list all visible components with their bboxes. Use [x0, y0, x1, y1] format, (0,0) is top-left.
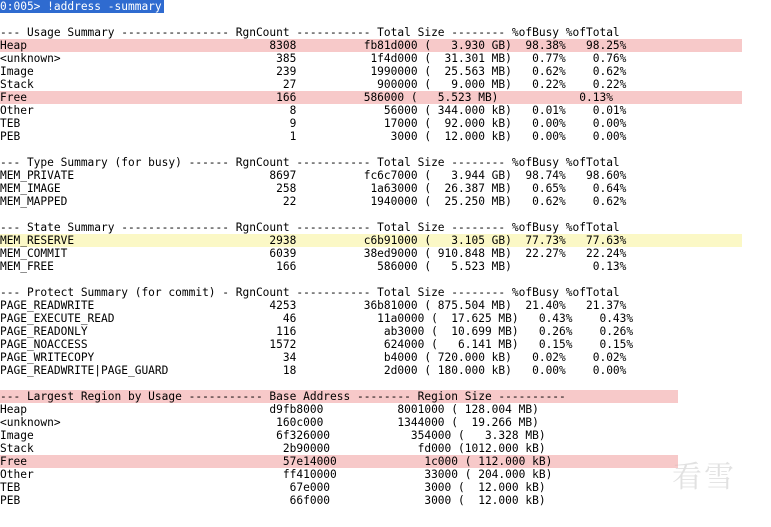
protect-row-execute-read: PAGE_EXECUTE_READ 46 11a0000 ( 17.625 MB) 0.43% 0.43%	[0, 312, 634, 325]
state-row-mem-commit: MEM_COMMIT 6039 38ed9000 ( 910.848 MB) 22.27% 22.24%	[0, 247, 627, 260]
largest-row-unknown: <unknown> 160c000 1344000 ( 19.266 MB)	[0, 416, 539, 429]
protect-row-readwrite: PAGE_READWRITE 4253 36b81000 ( 875.504 MB) 21.40% 21.37%	[0, 299, 627, 312]
largest-row-stack: Stack 2b90000 fd000 (1012.000 kB)	[0, 442, 546, 455]
largest-row-peb: PEB 66f000 3000 ( 12.000 kB)	[0, 494, 546, 507]
largest-row-free: Free 57e14000 1c000 ( 112.000 kB)	[0, 455, 678, 468]
watermark-logo: 看雪	[672, 460, 736, 495]
type-row-mem-image: MEM_IMAGE 258 1a63000 ( 26.387 MB) 0.65% 0.64%	[0, 182, 627, 195]
type-summary-header: --- Type Summary (for busy) ------ RgnCount ----------- Total Size -------- %ofBusy %ofTotal	[0, 156, 620, 169]
largest-row-heap: Heap d9fb8000 8001000 ( 128.004 MB)	[0, 403, 539, 416]
protect-row-readonly: PAGE_READONLY 116 ab3000 ( 10.699 MB) 0.26% 0.26%	[0, 325, 634, 338]
usage-row-stack: Stack 27 900000 ( 9.000 MB) 0.22% 0.22%	[0, 78, 627, 91]
usage-row-image: Image 239 1990000 ( 25.563 MB) 0.62% 0.62%	[0, 65, 627, 78]
largest-row-other: Other ff410000 33000 ( 204.000 kB)	[0, 468, 553, 481]
state-summary-header: --- State Summary ---------------- RgnCount ----------- Total Size -------- %ofBusy %ofTotal	[0, 221, 620, 234]
protect-summary-header: --- Protect Summary (for commit) - RgnCount ----------- Total Size -------- %ofBusy %ofTotal	[0, 286, 620, 299]
usage-row-peb: PEB 1 3000 ( 12.000 kB) 0.00% 0.00%	[0, 130, 627, 143]
usage-row-teb: TEB 9 17000 ( 92.000 kB) 0.00% 0.00%	[0, 117, 627, 130]
state-row-mem-free: MEM_FREE 166 586000 ( 5.523 MB) 0.13%	[0, 260, 627, 273]
usage-row-other: Other 8 56000 ( 344.000 kB) 0.01% 0.01%	[0, 104, 627, 117]
usage-summary-header: --- Usage Summary ---------------- RgnCount ----------- Total Size -------- %ofBusy %ofTotal	[0, 26, 620, 39]
protect-row-readwrite-guard: PAGE_READWRITE|PAGE_GUARD 18 2d000 ( 180.000 kB) 0.00% 0.00%	[0, 364, 627, 377]
largest-region-header: --- Largest Region by Usage ----------- Base Address -------- Region Size ----------	[0, 390, 678, 403]
type-row-mem-private: MEM_PRIVATE 8697 fc6c7000 ( 3.944 GB) 98.74% 98.60%	[0, 169, 627, 182]
type-row-mem-mapped: MEM_MAPPED 22 1940000 ( 25.250 MB) 0.62% 0.62%	[0, 195, 627, 208]
usage-row-unknown: <unknown> 385 1f4d000 ( 31.301 MB) 0.77% 0.76%	[0, 52, 627, 65]
command-line: 0:005> !address -summary	[0, 0, 162, 13]
state-row-mem-reserve: MEM_RESERVE 2938 c6b91000 ( 3.105 GB) 77.73% 77.63%	[0, 234, 742, 247]
usage-row-free: Free 166 586000 ( 5.523 MB) 0.13%	[0, 91, 742, 104]
largest-row-image: Image 6f326000 354000 ( 3.328 MB)	[0, 429, 546, 442]
usage-row-heap: Heap 8308 fb81d000 ( 3.930 GB) 98.38% 98.25%	[0, 39, 742, 52]
protect-row-noaccess: PAGE_NOACCESS 1572 624000 ( 6.141 MB) 0.15% 0.15%	[0, 338, 634, 351]
protect-row-writecopy: PAGE_WRITECOPY 34 b4000 ( 720.000 kB) 0.02% 0.02%	[0, 351, 627, 364]
largest-row-teb: TEB 67e000 3000 ( 12.000 kB)	[0, 481, 546, 494]
